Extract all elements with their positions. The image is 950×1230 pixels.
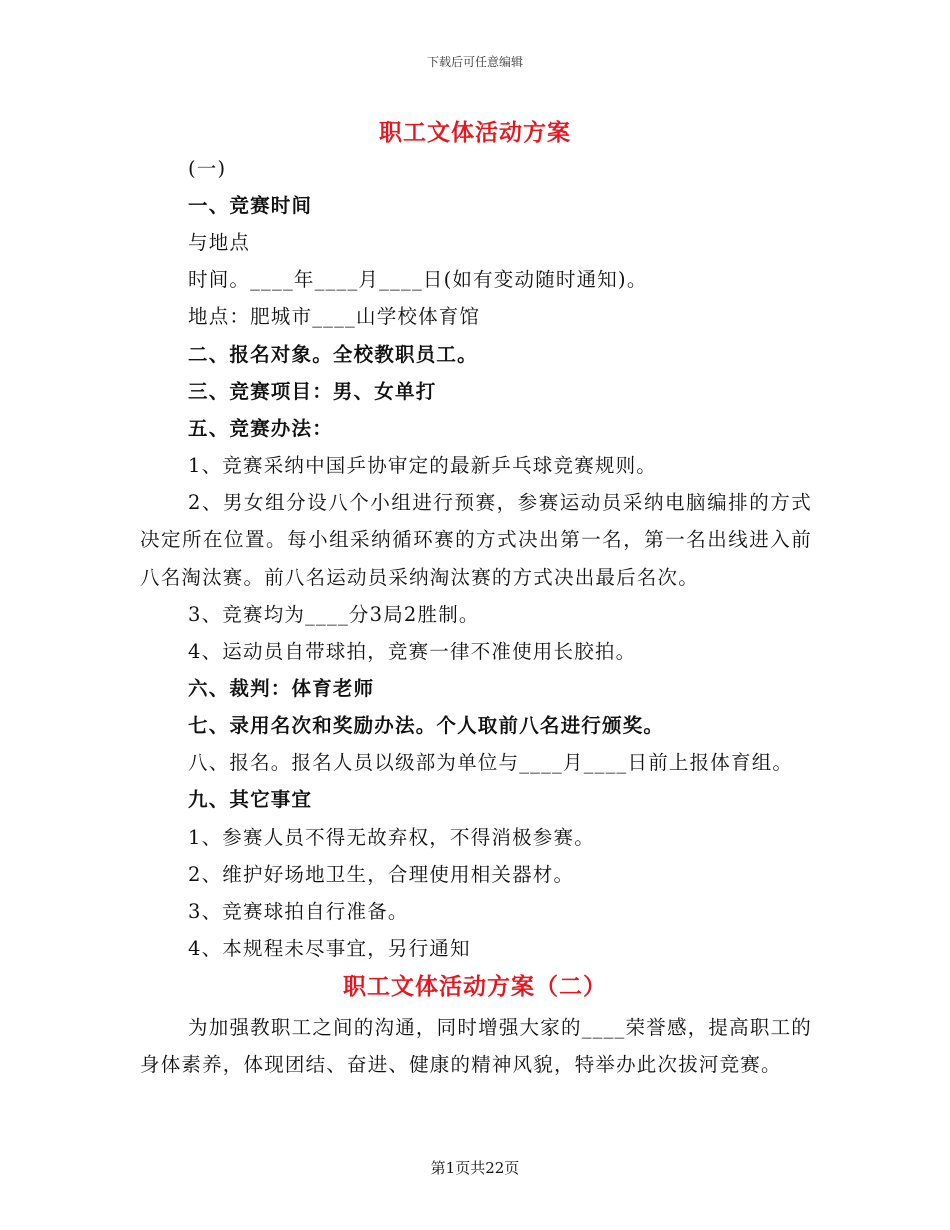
section-1-heading: 一、竞赛时间 <box>188 194 313 217</box>
page-footer: 第1页共22页 <box>430 1159 520 1177</box>
method-item-1: 1、竞赛采纳中国乒协审定的最新乒乓球竞赛规则。 <box>188 454 658 477</box>
section-6: 六、裁判：体育老师 <box>188 677 375 700</box>
time-line: 时间。____年____月____日(如有变动随时通知)。 <box>188 268 648 291</box>
place-line: 地点：肥城市____山学校体育馆 <box>188 305 481 328</box>
section-2: 二、报名对象。全校教职员工。 <box>188 343 478 366</box>
other-item-4: 4、本规程未尽事宜，另行通知 <box>188 937 471 960</box>
section-8: 八、报名。报名人员以级部为单位与____月____日前上报体育组。 <box>188 751 794 774</box>
method-item-2: 2、男女组分设八个小组进行预赛，参赛运动员采纳电脑编排的方式决定所在位置。每小组采纳循环赛的方式决出第一名，第一名出线进入前八名淘汰赛。前八名运动员采纳淘汰赛的方式决出最后名次。 <box>140 491 812 589</box>
intro-paragraph-part-2: 为加强教职工之间的沟通，同时增强大家的____荣誉感，提高职工的身体素养，体现团结、奋进、健康的精神风貌，特举办此次拔河竞赛。 <box>140 1016 812 1077</box>
section-9-heading: 九、其它事宜 <box>188 788 313 811</box>
document-title-part-2: 职工文体活动方案（二） <box>343 973 607 1000</box>
section-7: 七、录用名次和奖励办法。个人取前八名进行颁奖。 <box>188 714 665 737</box>
method-item-3: 3、竞赛均为____分3局2胜制。 <box>188 603 480 626</box>
document-title: 职工文体活动方案 <box>379 119 571 146</box>
section-3: 三、竞赛项目：男、女单打 <box>188 380 437 403</box>
section-5-heading: 五、竞赛办法： <box>188 417 333 440</box>
other-item-1: 1、参赛人员不得无故弃权，不得消极参赛。 <box>188 826 595 849</box>
header-note: 下载后可任意编辑 <box>426 55 523 69</box>
other-item-3: 3、竞赛球拍自行准备。 <box>188 900 409 923</box>
section-1-continuation: 与地点 <box>188 231 251 254</box>
part-label: (一) <box>188 157 227 180</box>
other-item-2: 2、维护好场地卫生，合理使用相关器材。 <box>188 863 575 886</box>
method-item-4: 4、运动员自带球拍，竞赛一律不准使用长胶拍。 <box>188 640 637 663</box>
